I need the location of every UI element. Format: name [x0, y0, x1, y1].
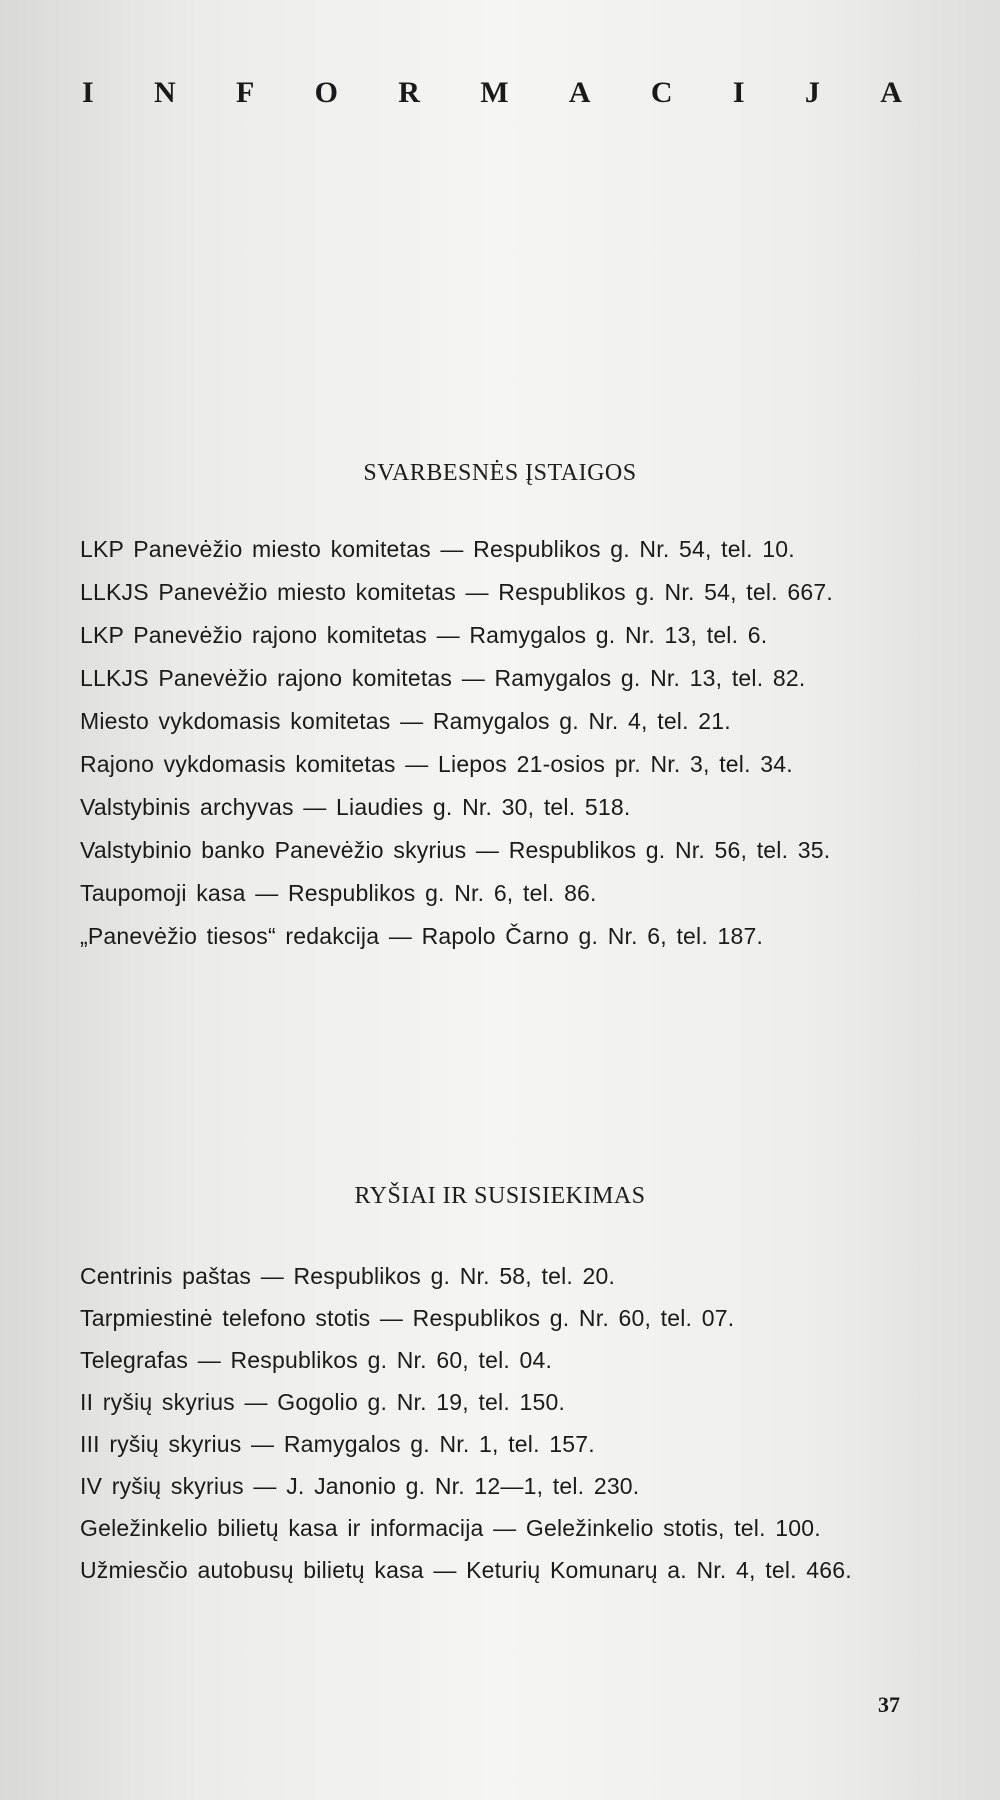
heading-letter: F: [235, 76, 255, 109]
list-item: Užmiesčio autobusų bilietų kasa — Keturių Komunarų a. Nr. 4, tel. 466.: [80, 1557, 852, 1583]
section-title-institutions: SVARBESNĖS ĮSTAIGOS: [363, 460, 637, 486]
list-item: II ryšių skyrius — Gogolio g. Nr. 19, tel. 150.: [80, 1389, 566, 1415]
list-item: Valstybinis archyvas — Liaudies g. Nr. 30, tel. 518.: [80, 794, 631, 820]
heading-letter: O: [314, 76, 338, 109]
list-item: Tarpmiestinė telefono stotis — Respublikos g. Nr. 60, tel. 07.: [80, 1305, 735, 1331]
heading-letter: A: [568, 76, 591, 109]
list-item: LLKJS Panevėžio miesto komitetas — Respublikos g. Nr. 54, tel. 667.: [80, 579, 833, 605]
list-item: Rajono vykdomasis komitetas — Liepos 21-osios pr. Nr. 3, tel. 34.: [80, 751, 793, 777]
list-item: Miesto vykdomasis komitetas — Ramygalos g. Nr. 4, tel. 21.: [80, 708, 731, 734]
list-item: III ryšių skyrius — Ramygalos g. Nr. 1, tel. 157.: [80, 1431, 595, 1457]
institutions-list: [80, 533, 905, 963]
heading-letter: R: [398, 76, 420, 109]
heading-letter: I: [82, 76, 94, 109]
list-item: IV ryšių skyrius — J. Janonio g. Nr. 12—1, tel. 230.: [80, 1473, 640, 1499]
heading-letter: C: [650, 76, 673, 109]
list-item: Taupomoji kasa — Respublikos g. Nr. 6, tel. 86.: [80, 880, 597, 906]
heading-letter: M: [480, 76, 509, 109]
list-item: „Panevėžio tiesos“ redakcija — Rapolo Čarno g. Nr. 6, tel. 187.: [80, 923, 764, 949]
list-item: LKP Panevėžio miesto komitetas — Respublikos g. Nr. 54, tel. 10.: [80, 536, 795, 562]
heading-letter: N: [154, 76, 176, 109]
list-item: LLKJS Panevėžio rajono komitetas — Ramygalos g. Nr. 13, tel. 82.: [80, 665, 806, 691]
heading-letter: A: [880, 76, 902, 109]
communications-list: [80, 1260, 905, 1596]
list-item: Geležinkelio bilietų kasa ir informacija — Geležinkelio stotis, tel. 100.: [80, 1515, 821, 1541]
list-item: LKP Panevėžio rajono komitetas — Ramygalos g. Nr. 13, tel. 6.: [80, 622, 768, 648]
page-heading: [82, 76, 902, 110]
list-item: Centrinis paštas — Respublikos g. Nr. 58, tel. 20.: [80, 1263, 616, 1289]
heading-letter: I: [732, 76, 745, 109]
list-item: Telegrafas — Respublikos g. Nr. 60, tel. 04.: [80, 1347, 553, 1373]
section-title-communications: RYŠIAI IR SUSISIEKIMAS: [354, 1183, 646, 1209]
list-item: Valstybinio banko Panevėžio skyrius — Respublikos g. Nr. 56, tel. 35.: [80, 837, 831, 863]
page-number: 37: [878, 1692, 900, 1717]
heading-letter: J: [804, 76, 820, 109]
